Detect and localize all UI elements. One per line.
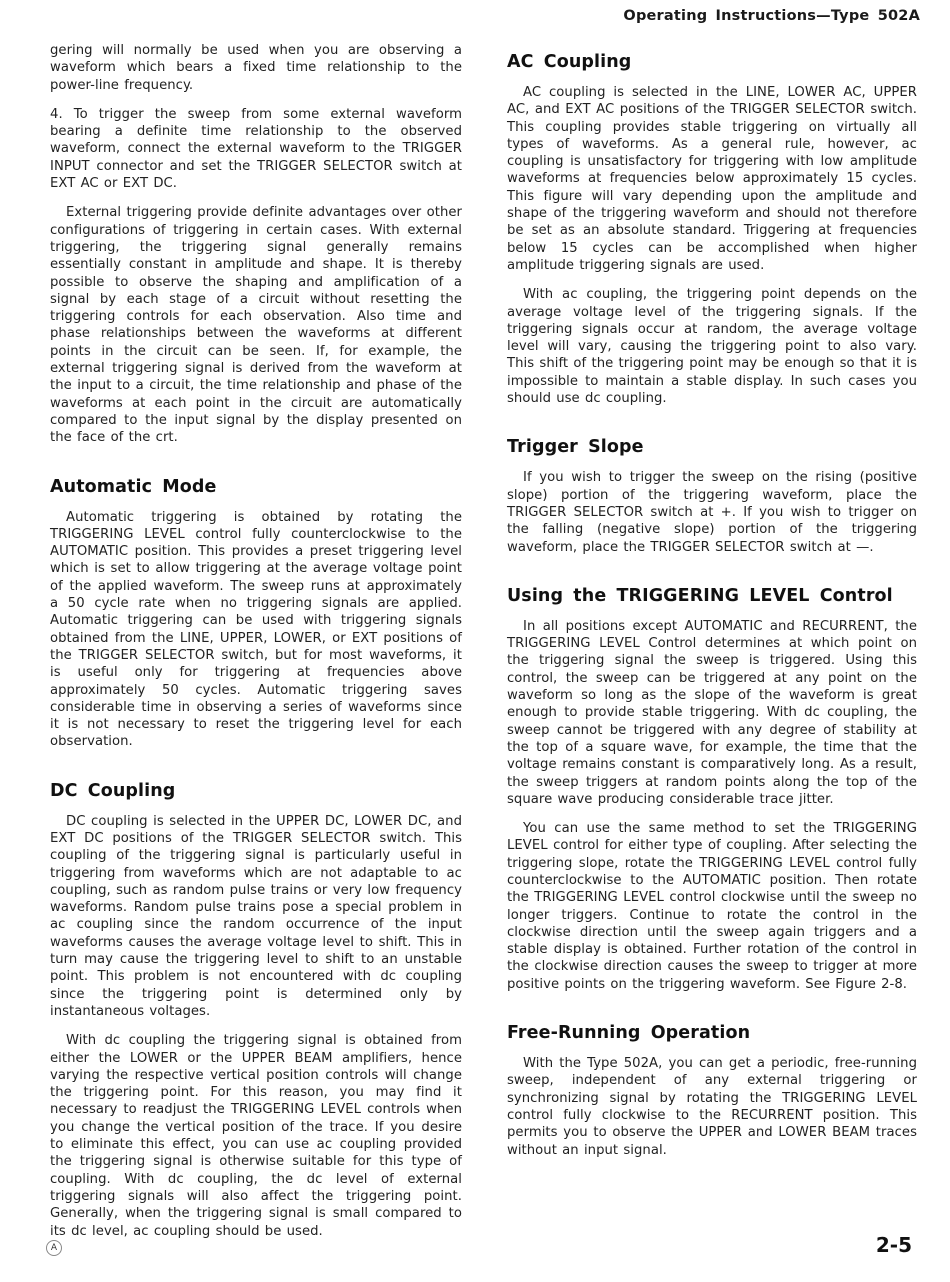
spacer (50, 459, 462, 477)
dc-coupling-paragraph-1: DC coupling is selected in the UPPER DC, LOWER DC, and EXT DC positions of the TRIGGER SELECTOR switch. This coupling of the triggering signal is particularly useful in triggering from waveforms which are not adaptable to ac coupling, such as random pulse trains or very low frequency waveforms. Random pulse trains pose a special problem in ac coupling since the random occurrence of the input waveforms causes the average voltage level to shift. This in turn may cause the triggering level to shift to an unstable point. This problem is not encountered with dc coupling since the triggering point is determined only by instantaneous voltages. (50, 813, 462, 1019)
running-header: Operating Instructions—Type 502A (623, 8, 920, 24)
triggering-level-paragraph-2: You can use the same method to set the TRIGGERING LEVEL control for either type of coupling. After selecting the triggering slope, rotate the TRIGGERING LEVEL control fully counterclockwise to the AUTOMATIC position. Then rotate the TRIGGERING LEVEL control clockwise until the sweep no longer triggers. Continue to rotate the control in the clockwise direction until the sweep again triggers and a stable display is obtained. Further rotation of the control in the clockwise direction causes the sweep to trigger at more positive points on the triggering waveform. See Figure 2-8. (507, 821, 917, 992)
section-heading-trigger-slope: Trigger Slope (507, 437, 644, 458)
right-column (507, 52, 917, 1171)
trigger-slope-paragraph: If you wish to trigger the sweep on the rising (positive slope) portion of the triggering waveform, place the TRIGGER SELECTOR switch at +. If you wish to trigger on the falling (negative slope) portion of the triggering waveform, place the TRIGGER SELECTOR switch at —. (507, 470, 917, 555)
numbered-item-4: 4. To trigger the sweep from some external waveform bearing a definite time relationship to the observed waveform, connect the external waveform to the TRIGGER INPUT connector and set the TRIGGER SELECTOR switch at EXT AC or EXT DC. (50, 106, 462, 192)
continued-paragraph: gering will normally be used when you are observing a waveform which bears a fixed time relationship to the power-line frequency. (50, 43, 462, 93)
section-heading-automatic-mode: Automatic Mode (50, 476, 217, 497)
spacer (507, 568, 917, 586)
spacer (507, 419, 917, 437)
left-column (50, 42, 462, 1252)
external-triggering-paragraph: External triggering provide definite advantages over other configurations of triggering in certain cases. With external triggering, the triggering signal generally remains essentially constant in amplitude and shape. It is thereby possible to observe the shaping and amplification of a signal by each stage of a circuit without resetting the triggering controls for each observation. Also time and phase relationships between the waveforms at different points in the circuit can be seen. If, for example, the external triggering signal is derived from the waveform at the input to a circuit, the time relationship and phase of the waveforms at each point in the circuit are automatically compared to the input signal by the display presented on the face of the crt. (50, 205, 462, 446)
page-number: 2-5 (875, 1233, 912, 1257)
spacer (507, 1005, 917, 1023)
free-running-paragraph: With the Type 502A, you can get a periodic, free-running sweep, independent of any external triggering or synchronizing signal by rotating the TRIGGERING LEVEL control fully clockwise to the RECURRENT position. This permits you to observe the UPPER and LOWER BEAM traces without an input signal. (507, 1056, 917, 1158)
ac-coupling-paragraph-1: AC coupling is selected in the LINE, LOWER AC, UPPER AC, and EXT AC positions of the TRIGGER SELECTOR switch. This coupling provides stable triggering on virtually all types of waveforms. As a general rule, however, ac coupling is unsatisfactory for triggering with low amplitude waveforms at frequencies below approximately 15 cycles. This figure will vary depending upon the amplitude and shape of the triggering waveform and should not therefore be set as an absolute standard. Triggering at frequencies below 15 cycles can be accomplished when higher amplitude triggering signals are used. (507, 85, 917, 273)
triggering-level-paragraph-1: In all positions except AUTOMATIC and RECURRENT, the TRIGGERING LEVEL Control determines at which point on the triggering signal the sweep is triggered. Using this control, the sweep can be triggered at any point on the waveform so long as the slope of the waveform is great enough to provide stable triggering. With dc coupling, the sweep cannot be triggered with any degree of stability at the top of a square wave, for example, the time that the voltage remains constant is comparatively long. As a result, the sweep triggers at random points along the top of the square wave producing considerable trace jitter. (507, 618, 917, 807)
section-heading-triggering-level: Using the TRIGGERING LEVEL Control (507, 585, 893, 606)
section-heading-dc-coupling: DC Coupling (50, 780, 176, 801)
revision-mark-icon: A (46, 1240, 62, 1256)
section-heading-free-running: Free-Running Operation (507, 1023, 751, 1044)
automatic-mode-paragraph: Automatic triggering is obtained by rotating the TRIGGERING LEVEL control fully counterclockwise to the AUTOMATIC position. This provides a preset triggering level which is set to allow triggering at the average voltage point of the applied waveform. The sweep runs at approximately a 50 cycle rate when no triggering signals are applied. Automatic triggering can be used with triggering signals obtained from the LINE, UPPER, LOWER, or EXT positions of the TRIGGER SELECTOR switch, but for most waveforms, it is useful only for triggering at frequencies above approximately 50 cycles. Automatic triggering saves considerable time in observing a series of waveforms since it is not necessary to reset the triggering level for each observation. (50, 509, 462, 750)
ac-coupling-paragraph-2: With ac coupling, the triggering point depends on the average voltage level of the triggering signals. If the triggering signals occur at random, the average voltage level will vary, causing the triggering point to also vary. This shift of the triggering point may be enough so that it is impossible to maintain a stable display. In such cases you should use dc coupling. (507, 287, 917, 407)
dc-coupling-paragraph-2: With dc coupling the triggering signal is obtained from either the LOWER or the UPPER BEAM amplifiers, hence varying the respective vertical position controls will change the triggering point. For this reason, you may find it necessary to readjust the TRIGGERING LEVEL controls when you change the vertical position of the trace. If you desire to eliminate this effect, you can use ac coupling provided the triggering signal is otherwise suitable for this type of coupling. With dc coupling, the dc level of external triggering signals will also affect the triggering point. Generally, when the triggering signal is small compared to its dc level, ac coupling should be used. (50, 1033, 462, 1239)
section-heading-ac-coupling: AC Coupling (507, 52, 632, 72)
spacer (50, 763, 462, 781)
